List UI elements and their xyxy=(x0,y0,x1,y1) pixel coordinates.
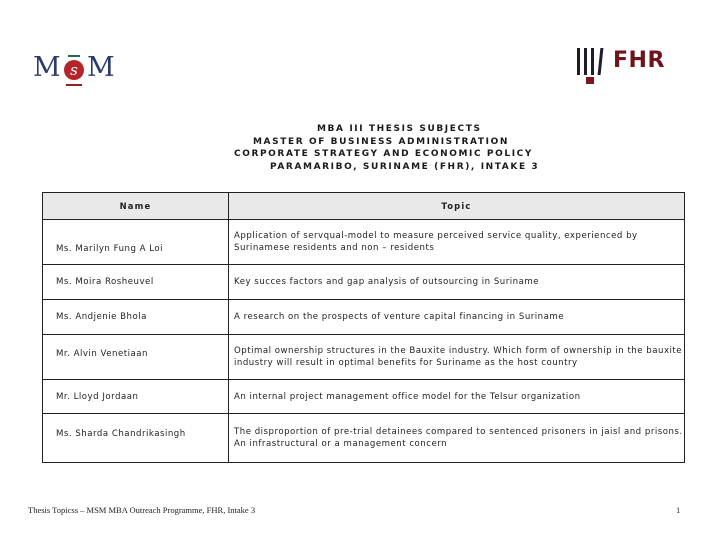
cell-name: Mr. Alvin Venetiaan xyxy=(43,335,229,380)
table-header-row xyxy=(43,193,685,220)
topic-line: Application of servqual-model to measure perceived service quality, experienced by xyxy=(234,231,638,241)
fhr-logo-stroke-icon xyxy=(584,48,587,75)
msm-logo-bottom-bar xyxy=(66,84,82,86)
table-row xyxy=(43,265,685,300)
cell-name: Ms. Marilyn Fung A Loi xyxy=(43,220,229,265)
fhr-logo-stroke-icon xyxy=(591,48,594,75)
table-row xyxy=(43,220,685,265)
topic-line: An internal project management office model for the Telsur organization xyxy=(234,391,581,402)
footer-text: Thesis Topicss – MSM MBA Outreach Programme, FHR, Intake 3 xyxy=(28,505,256,515)
topic-line: An infrastructural or a management concern xyxy=(234,439,448,449)
fhr-logo-text: FHR xyxy=(613,48,665,73)
cell-topic xyxy=(229,380,685,414)
title-line-1: MBA III THESIS SUBJECTS xyxy=(317,124,482,134)
column-header-name: Name xyxy=(43,193,229,220)
topic-line: industry will result in optimal benefits for Suriname as the host country xyxy=(234,358,578,368)
column-header-topic: Topic xyxy=(229,193,685,220)
title-line-2: MASTER OF BUSINESS ADMINISTRATION xyxy=(253,136,509,147)
msm-logo-m-right: M xyxy=(87,52,115,83)
cell-topic xyxy=(229,335,685,380)
fhr-logo xyxy=(575,48,695,88)
cell-topic xyxy=(229,300,685,335)
table-row xyxy=(43,335,685,380)
topic-line: The disproportion of pre-trial detainees compared to sentenced prisoners in jaisl and prisons. xyxy=(234,427,683,437)
msm-logo-s-circle: s xyxy=(64,60,84,80)
table-row xyxy=(43,414,685,463)
page-number: 1 xyxy=(676,505,681,515)
topic-line: Optimal ownership structures in the Bauxite industry. Which form of ownership in the bauxite xyxy=(234,346,683,356)
cell-topic xyxy=(229,220,685,265)
cell-name: Ms. Andjenie Bhola xyxy=(43,300,229,335)
fhr-logo-stroke-icon xyxy=(598,48,604,75)
topic-line: Key succes factors and gap analysis of outsourcing in Suriname xyxy=(234,277,540,287)
fhr-logo-stroke-icon xyxy=(577,48,580,75)
cell-name: Ms. Sharda Chandrikasingh xyxy=(43,414,229,463)
cell-name: Mr. Lloyd Jordaan xyxy=(43,380,229,414)
msm-logo-m-left: M xyxy=(33,52,61,83)
msm-logo xyxy=(33,53,117,93)
thesis-table xyxy=(42,192,685,463)
cell-topic xyxy=(229,265,685,300)
topic-line: Surinamese residents and non – residents xyxy=(234,243,435,253)
topic-line: A research on the prospects of venture capital financing in Suriname xyxy=(234,312,565,322)
fhr-logo-square-icon xyxy=(586,77,594,84)
table-row xyxy=(43,300,685,335)
msm-logo-top-bar xyxy=(68,55,80,57)
cell-topic xyxy=(229,414,685,463)
title-line-4: PARAMARIBO, SURINAME (FHR), INTAKE 3 xyxy=(270,161,540,172)
cell-name: Ms. Moira Rosheuvel xyxy=(43,265,229,300)
table-row xyxy=(43,380,685,414)
title-line-3: CORPORATE STRATEGY AND ECONOMIC POLICY xyxy=(234,149,533,159)
